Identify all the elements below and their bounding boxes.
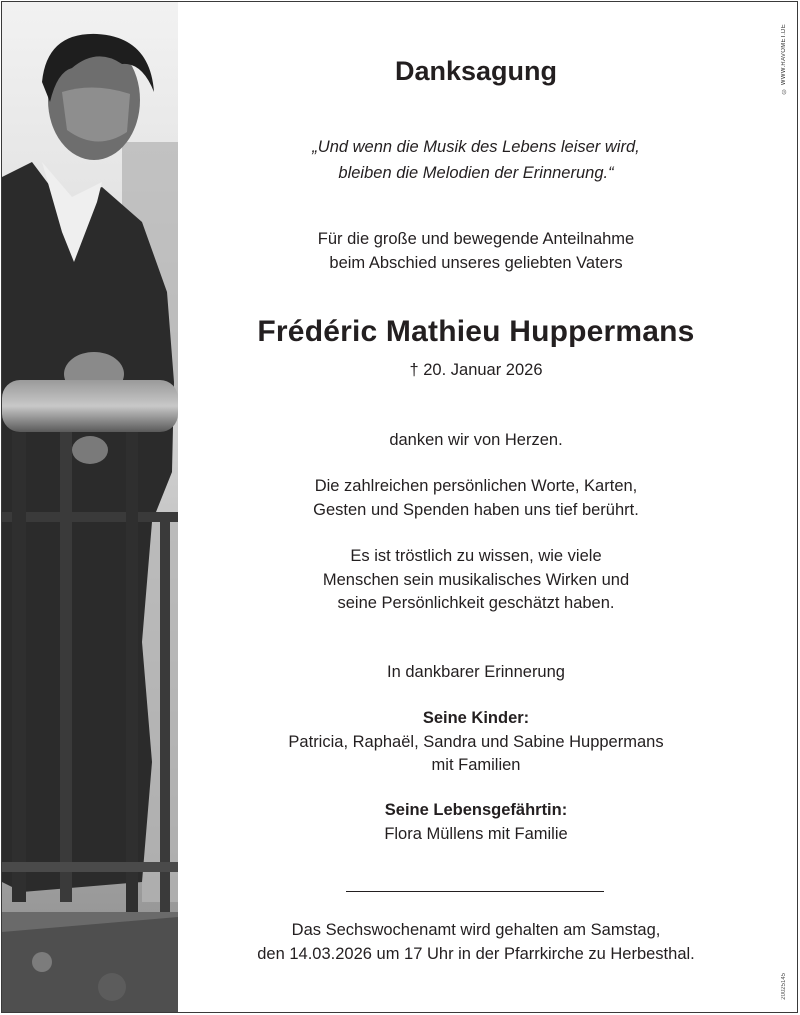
- quote-line: „Und wenn die Musik des Lebens leiser wird,: [312, 138, 640, 156]
- death-date: † 20. Januar 2026: [409, 361, 543, 379]
- intro-line: Für die große und bewegende Anteilnahme: [317, 230, 635, 248]
- partner-names: Flora Müllens mit Familie: [384, 824, 568, 843]
- children-section: [188, 707, 764, 778]
- partner-section: [188, 799, 764, 846]
- service-line: Das Sechswochenamt wird gehalten am Samstag,: [291, 921, 661, 939]
- paragraph-line: Es ist tröstlich zu wissen, wie viele: [350, 547, 602, 565]
- intro-text: [188, 228, 764, 275]
- children-suffix: mit Familien: [431, 756, 521, 774]
- memorial-quote: [188, 134, 764, 186]
- paragraph-comfort: [188, 545, 764, 616]
- paragraph-line: Die zahlreichen persönlichen Worte, Karten,: [314, 477, 638, 495]
- divider-line: [346, 891, 604, 892]
- ad-code: 20025145: [781, 973, 787, 1000]
- portrait-photo: [2, 2, 178, 1013]
- notice-title: Danksagung: [394, 56, 558, 86]
- children-names: Patricia, Raphaël, Sandra und Sabine Huppermans: [288, 732, 664, 751]
- thanks-line: danken wir von Herzen.: [389, 431, 563, 449]
- photo-credit: © WWW.RAVOMET.DE: [781, 24, 787, 94]
- paragraph-line: Gesten und Spenden haben uns tief berührt.: [313, 500, 639, 519]
- intro-line: beim Abschied unseres geliebten Vaters: [329, 253, 623, 272]
- deceased-name: Frédéric Mathieu Huppermans: [257, 315, 695, 348]
- closing-line: In dankbarer Erinnerung: [387, 663, 565, 681]
- paragraph-words: [188, 475, 764, 522]
- partner-label: Seine Lebensgefährtin:: [384, 801, 568, 819]
- service-info: [188, 919, 764, 966]
- service-line: den 14.03.2026 um 17 Uhr in der Pfarrkirche zu Herbesthal.: [257, 944, 695, 963]
- paragraph-line: Menschen sein musikalisches Wirken und: [322, 570, 630, 589]
- children-label: Seine Kinder:: [422, 709, 530, 727]
- paragraph-line: seine Persönlichkeit geschätzt haben.: [337, 594, 615, 612]
- quote-line: bleiben die Melodien der Erinnerung.“: [338, 164, 614, 182]
- notice-frame: [1, 1, 798, 1013]
